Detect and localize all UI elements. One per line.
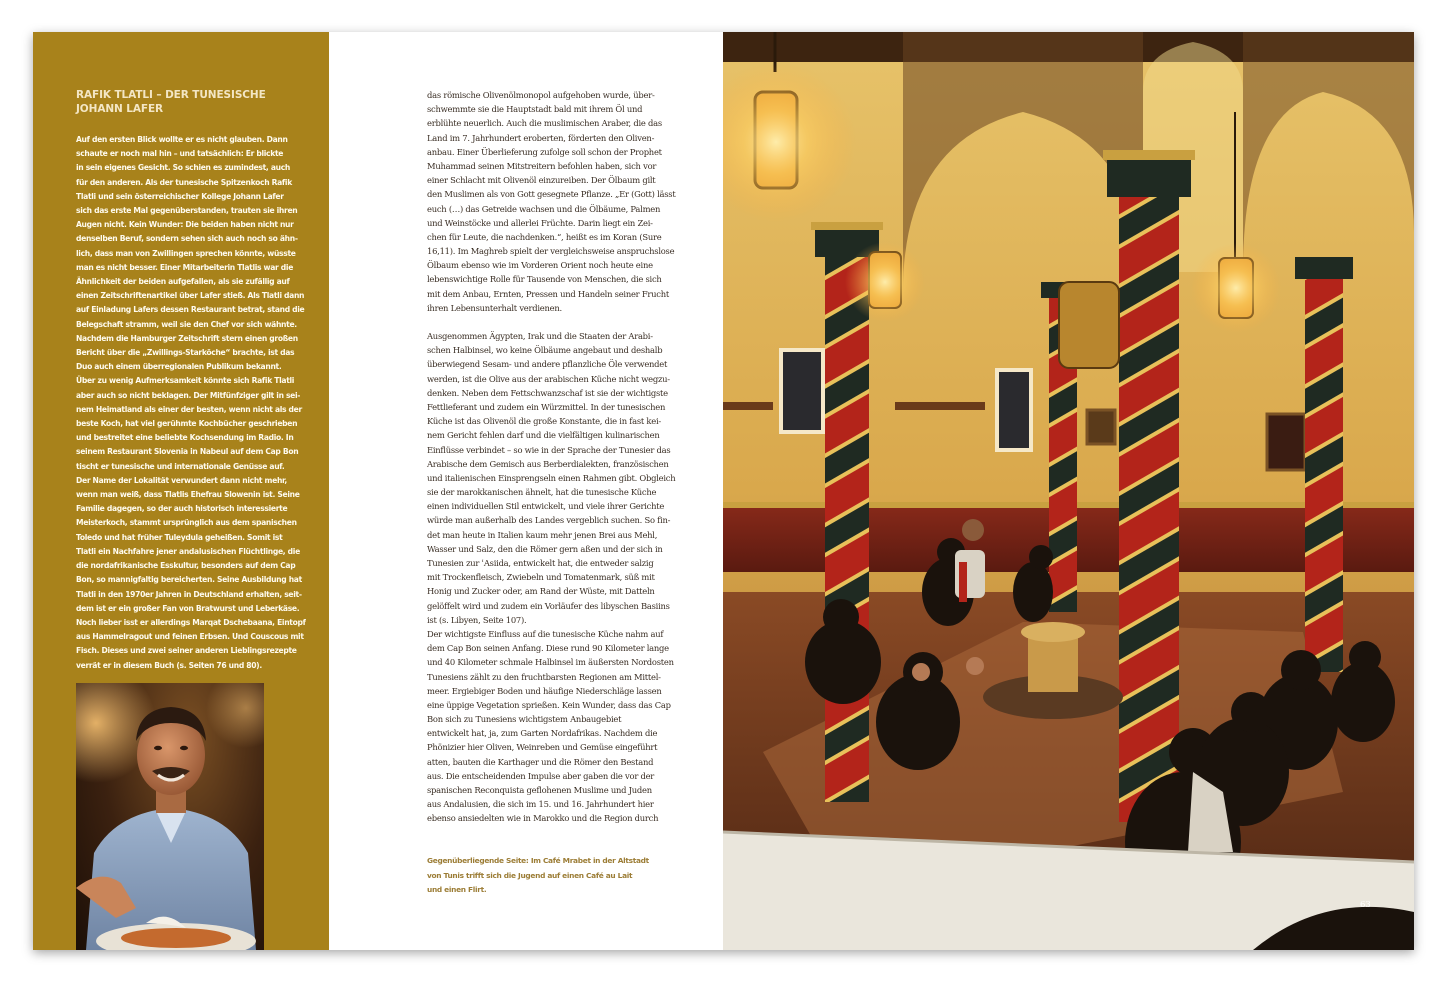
page-number: 63: [1360, 900, 1371, 910]
sidebar-panel: [33, 32, 329, 950]
cafe-interior-illustration: [723, 32, 1414, 950]
book-spread: [33, 32, 1414, 950]
photo-caption: Gegenüberliegende Seite: Im Café Mrabet in der Altstadt von Tunis trifft sich die Jugend auf einen Café au Lait und einen Flirt.: [427, 856, 649, 894]
chef-portrait-photo: [76, 683, 264, 950]
body-paragraph-2: Ausgenommen Ägypten, Irak und die Staaten der Arabi- schen Halbinsel, wo keine Ölbäume angebaut und deshalb überwiegend Sesam- und andere pflanzliche Öle verwendet werden, ist die Olive aus der arabischen Küche nicht wegzu- denken. Neben dem Fettschwanzschaf ist sie der wichtigste Fettlieferant und zudem ein Würzmittel. In der tunesischen Küche ist das Olivenöl die große Konstante, die in fast kei- nem Gericht fehlen darf und die vielfältigen kulinarischen Einflüsse verbindet – so wie in der Sprache der Tunesier das Arabische dem Gemisch aus Berberdialekten, französischen und italienischen Einsprengseln einen Rahmen gibt. Obgleich sie der marokkanischen ähnelt, hat die tunesische Küche einen individuellen Stil entwickelt, und viele ihrer Gerichte würde man außerhalb des Landes vergeblich suchen. So fin- det man heute in Italien kaum mehr jenen Brei aus Mehl, Wasser und Salz, den die Römer gern aßen und der sich in Tunesien zur ʿAsiida, entwickelt hat, die entweder salzig mit Trockenfleisch, Zwiebeln und Tomatenmark, süß mit Honig und Zucker oder, am Rand der Wüste, mit Datteln gelöffelt wird und zudem ein Vorläufer des libyschen Basiins ist (s. Libyen, Seite 107). Der wichtigste Einfluss auf die tunesische Küche nahm auf dem Cap Bon seinen Anfang. Diese rund 90 Kilometer lange und 40 Kilometer schmale Halbinsel im äußersten Nordosten Tunesiens zählt zu den fruchtbarsten Regionen am Mittel- meer. Ergiebiger Boden und häufige Niederschläge lassen eine üppige Vegetation sprießen. Kein Wunder, dass das Cap Bon sich zu Tunesiens wichtigstem Anbaugebiet entwickelt hat, ja, zum Garten Nordafrikas. Nachdem die Phönizier hier Oliven, Weinreben und Gemüse eingeführt atten, bauten die Karthager und die Römer den Bestand aus. Die entscheidenden Impulse aber gaben die vor der spanischen Reconquista geflohenen Muslime und Juden aus Andalusien, die sich im 15. und 16. Jahrhundert hier ebenso ansiedelten wie in Marokko und die Region durch: [427, 331, 676, 824]
body-text-column: [427, 88, 682, 826]
chef-portrait-illustration: [76, 683, 264, 950]
sidebar-title: RAFIK TLATLI – DER TUNESISCHE JOHANN LAFER: [76, 89, 266, 115]
sidebar-bio-text: Auf den ersten Blick wollte er es nicht glauben. Dann schaute er noch mal hin – und tatsächlich: Er blickte in sein eigenes Gesicht. So schien es zumindest, auch für den anderen. Als der tunesische Spitzenkoch Rafik Tlatli und sein österreichischer Kollege Johann Lafer sich das erste Mal gegenüberstanden, trauten sie ihren Augen nicht. Kein Wunder: Die beiden haben nicht nur denselben Beruf, sondern sehen sich auch noch so ähn- lich, dass man von Zwillingen sprechen könnte, wüsste man es nicht besser. Einer Mitarbeiterin Tlatlis war die Ähnlichkeit der beiden aufgefallen, als sie zufällig auf einen Zeitschriftenartikel über Lafer stieß. Als Tlatli dann auf Einladung Lafers dessen Restaurant betrat, stand die Belegschaft stramm, weil sie den Chef vor sich wähnte. Nachdem die Hamburger Zeitschrift stern einen großen Bericht über die „Zwillings-Starköche“ brachte, ist das Duo auch einem überregionalen Publikum bekannt. Über zu wenig Aufmerksamkeit könnte sich Rafik Tlatli aber auch so nicht beklagen. Der Mitfünfziger gilt in sei- nem Heimatland als einer der besten, wenn nicht als der beste Koch, hat viel gerühmte Kochbücher geschrieben und bestreitet eine beliebte Kochsendung im Radio. In seinem Restaurant Slovenia in Nabeul auf dem Cap Bon tischt er tunesische und internationale Genüsse auf. Der Name der Lokalität verwundert dann nicht mehr, wenn man weiß, dass Tlatlis Ehefrau Slowenin ist. Seine Familie dagegen, so der auch historisch interessierte Meisterkoch, stammt ursprünglich aus dem spanischen Toledo und hat früher Tuleydula geheißen. Somit ist Tlatli ein Nachfahre jener andalusischen Flüchtlinge, die die nordafrikanische Esskultur, besonders auf dem Cap Bon, so mannigfaltig bereicherten. Seine Ausbildung hat Tlatli in den 1970er Jahren in Deutschland erhalten, seit- dem ist er ein großer Fan von Bratwurst und Leberkäse. Noch lieber isst er allerdings Marqat Dschebaana, Eintopf aus Hammelragout und feinen Erbsen. Und Couscous mit Fisch. Dieses und zwei seiner anderen Lieblingsrezepte verrät er in diesem Buch (s. Seiten 76 und 80).: [76, 135, 306, 670]
text-page: [329, 32, 723, 950]
body-paragraph-1: das römische Olivenölmonopol aufgehoben wurde, über- schwemmte sie die Hauptstadt bald mit ihrem Öl und erblühte neuerlich. Auch die muslimischen Araber, die das Land im 7. Jahrhundert eroberten, förderten den Oliven- anbau. Einer Überlieferung zufolge soll schon der Prophet Muhammad seinen Mitstreitern befohlen haben, sich vor einer Schlacht mit Olivenöl einzureiben. Der Ölbaum gilt den Muslimen als von Gott gesegnete Pflanze. „Er (Gott) lässt euch (…) das Getreide wachsen und die Ölbäume, Palmen und Weinstöcke und allerlei Früchte. Darin liegt ein Zei- chen für Leute, die nachdenken.“, heißt es im Koran (Sure 16,11). Im Maghreb spielt der vergleichsweise anspruchslose Ölbaum ebenso wie im Vorderen Orient noch heute eine lebenswichtige Rolle für Tausende von Menschen, die sich mit dem Anbau, Ernten, Pressen und Handeln seiner Frucht ihren Lebensunterhalt verdienen.: [427, 90, 676, 313]
cafe-interior-photo: [723, 32, 1414, 950]
